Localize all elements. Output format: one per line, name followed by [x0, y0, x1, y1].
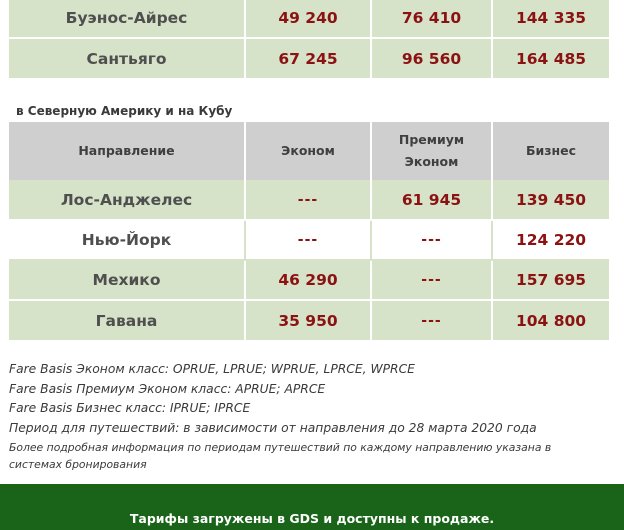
economy-price: 46 290 — [245, 260, 371, 300]
economy-price: 67 245 — [245, 38, 371, 78]
business-price: 164 485 — [492, 38, 609, 78]
city-cell: Гавана — [9, 300, 245, 340]
footer-text: Тарифы загружены в GDS и доступны к продаже. — [129, 510, 495, 526]
city-cell: Сантьяго — [9, 38, 245, 78]
city-cell: Лос-Анджелес — [9, 180, 245, 220]
premium-price: 61 945 — [371, 180, 492, 220]
table-row — [9, 220, 609, 260]
premium-price: --- — [371, 220, 492, 260]
table-row — [9, 180, 609, 220]
premium-price: 76 410 — [371, 0, 492, 38]
header-business: Бизнес — [492, 122, 609, 180]
city-cell: Мехико — [9, 260, 245, 300]
fare-basis-premium: Fare Basis Премиум Эконом класс: APRUE; APRCE — [9, 381, 326, 396]
section-caption: в Северную Америку и на Кубу — [16, 104, 233, 118]
premium-price: --- — [371, 260, 492, 300]
city-cell: Буэнос-Айрес — [9, 0, 245, 38]
business-price: 124 220 — [492, 220, 609, 260]
economy-price: 49 240 — [245, 0, 371, 38]
premium-price: --- — [371, 300, 492, 340]
details-note-line2: системах бронирования — [9, 458, 147, 471]
south-america-fares-table — [9, 0, 609, 78]
city-cell: Нью-Йорк — [9, 220, 245, 260]
business-price: 104 800 — [492, 300, 609, 340]
fare-basis-business: Fare Basis Бизнес класс: IPRUE; IPRCE — [9, 401, 251, 415]
table-row — [9, 300, 609, 340]
travel-period: Период для путешествий: в зависимости от направления до 28 марта 2020 года — [9, 420, 537, 435]
header-direction: Направление — [9, 122, 245, 180]
table-header-row — [9, 122, 609, 180]
economy-price: --- — [245, 220, 371, 260]
details-note-line1: Более подробная информация по периодам путешествий по каждому направлению указана в — [9, 441, 552, 454]
header-premium-line1: Премиум — [398, 132, 465, 147]
header-premium-line2: Эконом — [404, 154, 459, 169]
business-price: 157 695 — [492, 260, 609, 300]
fare-notes — [9, 360, 615, 473]
economy-price: --- — [245, 180, 371, 220]
table-row — [9, 0, 609, 38]
details-note — [9, 439, 615, 473]
header-premium-economy — [371, 122, 492, 180]
header-economy: Эконом — [245, 122, 371, 180]
north-america-fares-table — [9, 122, 609, 340]
table-row — [9, 260, 609, 300]
business-price: 139 450 — [492, 180, 609, 220]
premium-price: 96 560 — [371, 38, 492, 78]
business-price: 144 335 — [492, 0, 609, 38]
economy-price: 35 950 — [245, 300, 371, 340]
table-row — [9, 38, 609, 78]
fare-basis-economy: Fare Basis Эконом класс: OPRUE, LPRUE; WPRUE, LPRCE, WPRCE — [9, 362, 415, 376]
footer-banner — [0, 484, 624, 530]
